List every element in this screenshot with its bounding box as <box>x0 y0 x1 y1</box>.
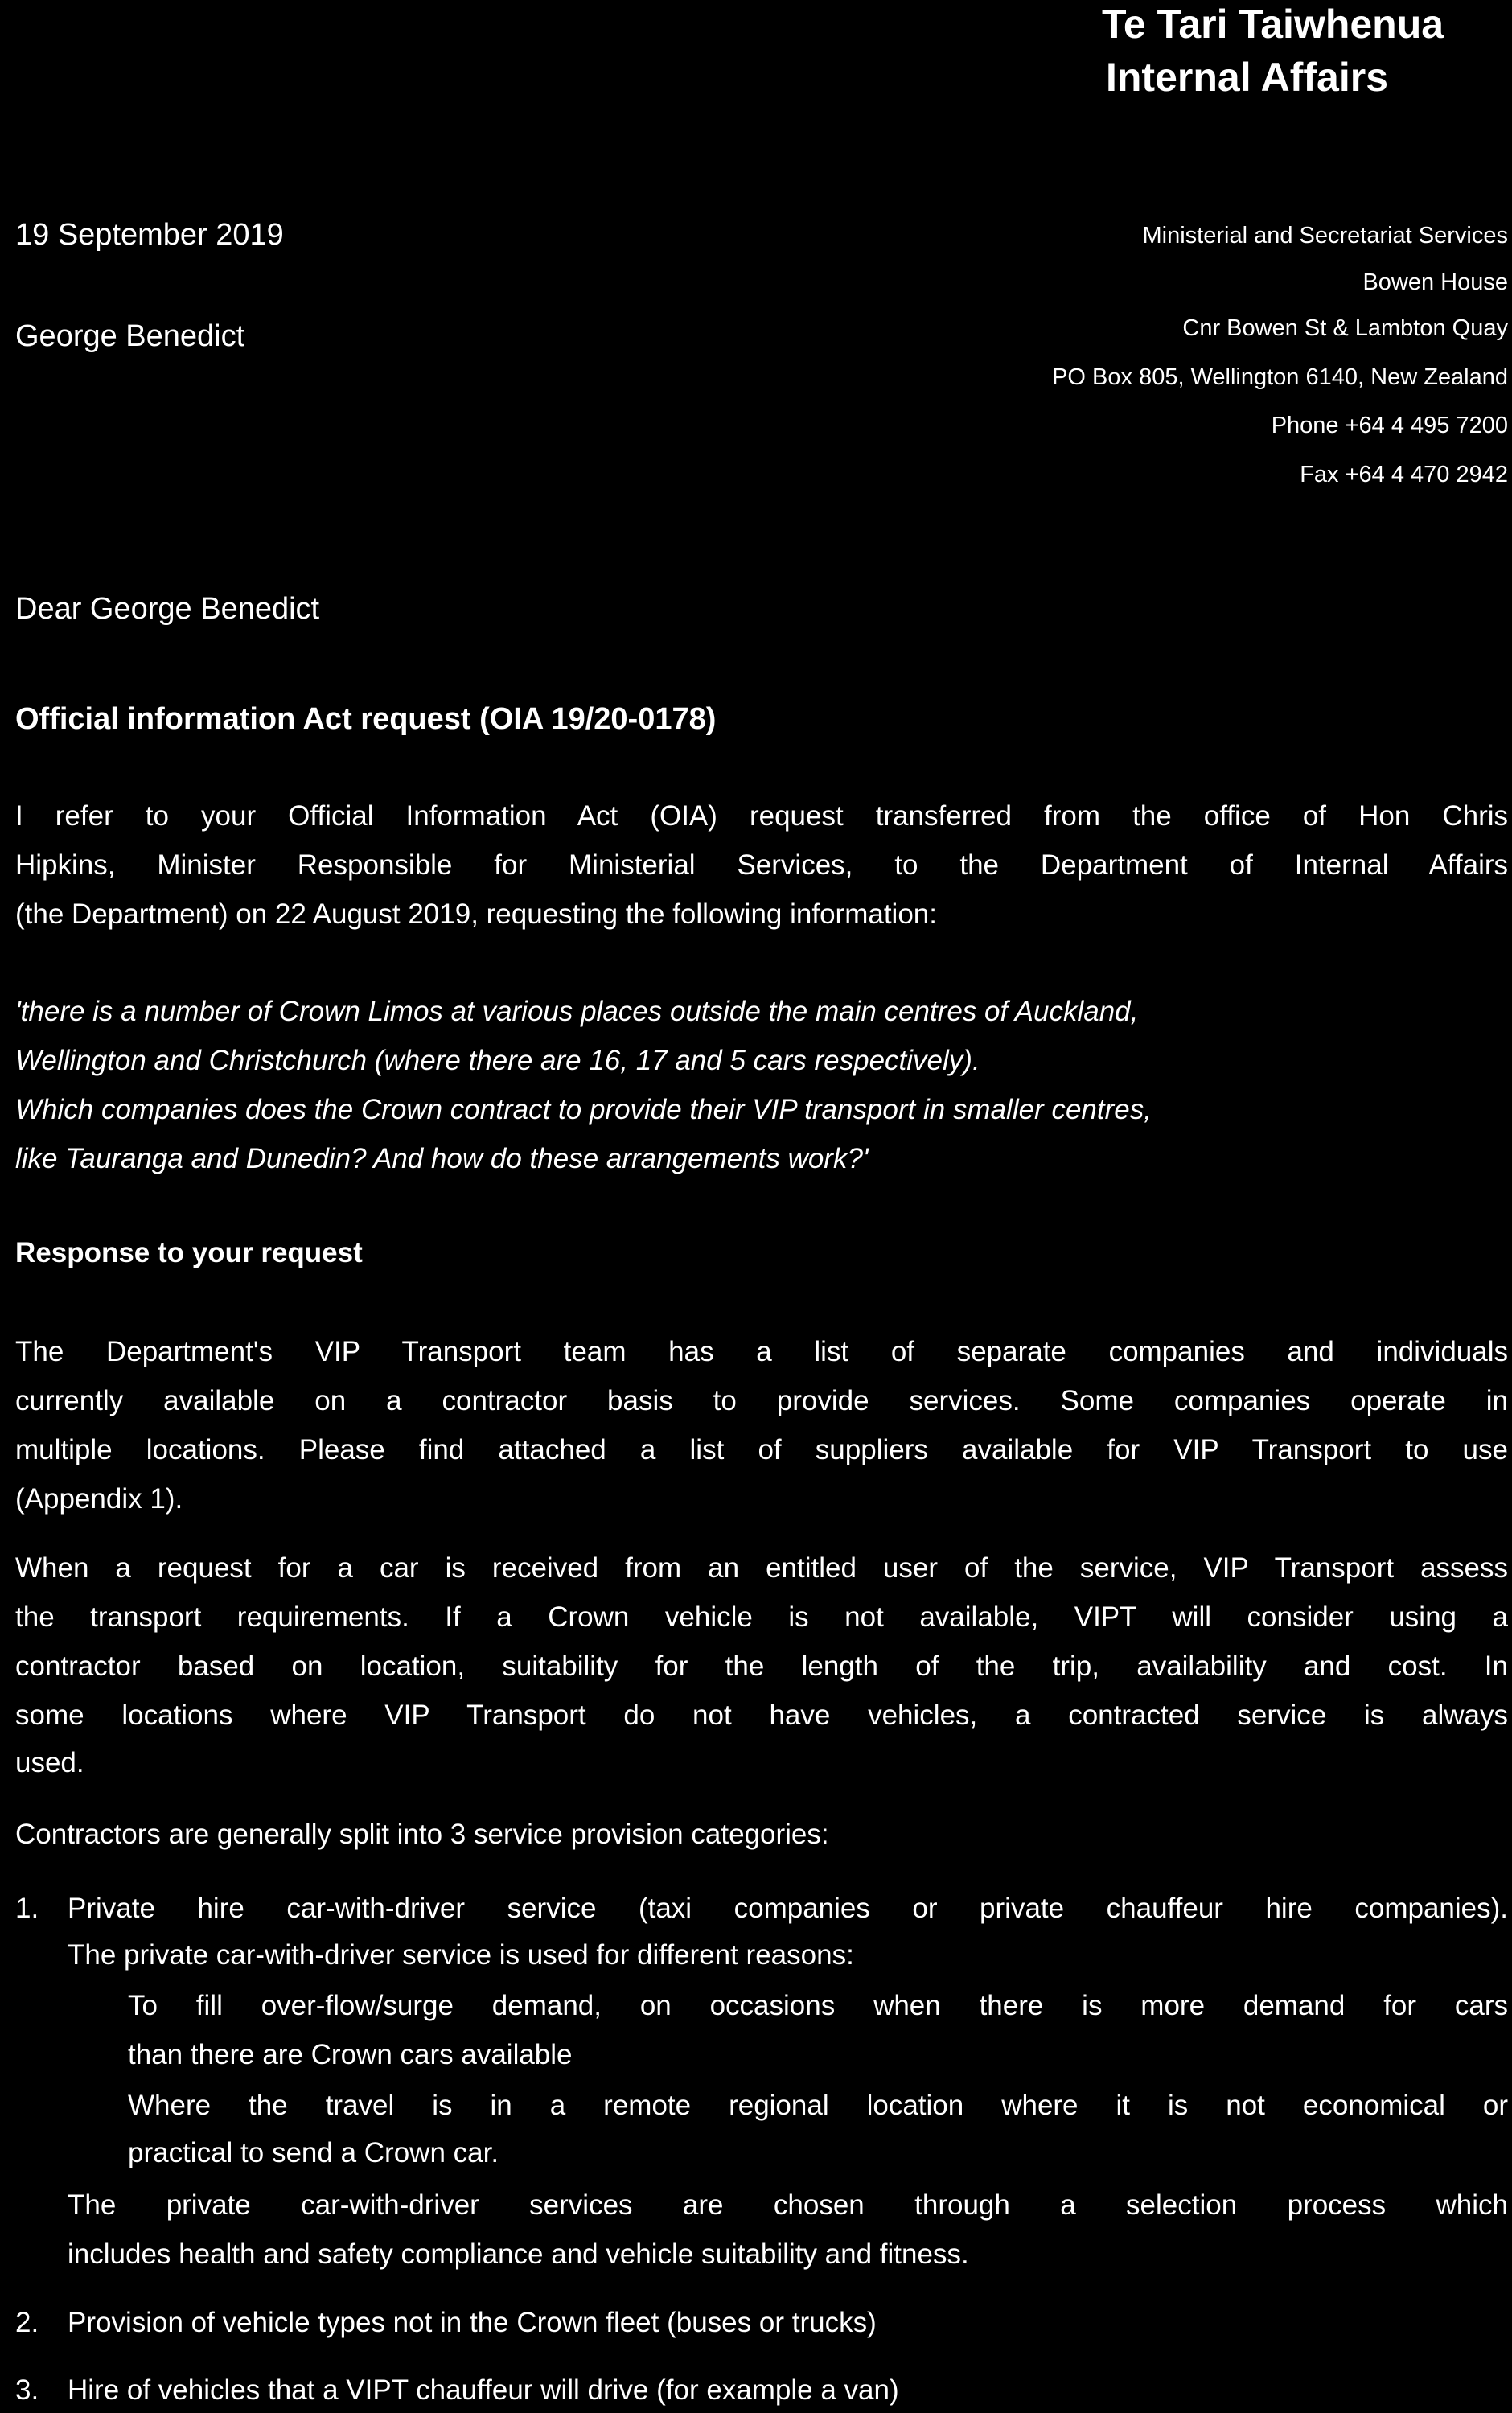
recipient: George Benedict <box>15 319 245 353</box>
address-line: Ministerial and Secretariat Services <box>1142 223 1508 249</box>
list-number-1: 1. <box>15 1893 39 1924</box>
list-item-1: Private hire car-with-driver service (taxi companies or private chauffeur hire companies). <box>68 1893 1508 1924</box>
item-1-close-line: The private car-with-driver services are chosen through a selection process which <box>68 2189 1508 2221</box>
para1-line: Hipkins, Minister Responsible for Ministerial Services, to the Department of Internal Affairs <box>15 849 1508 881</box>
reason-1-line: To fill over-flow/surge demand, on occasions when there is more demand for cars <box>128 1990 1508 2021</box>
address-line: Fax +64 4 470 2942 <box>1300 462 1508 487</box>
quote-line: like Tauranga and Dunedin? And how do these arrangements work?' <box>15 1143 869 1174</box>
para3-line: the transport requirements. If a Crown vehicle is not available, VIPT will consider using a <box>15 1601 1508 1633</box>
list-item-3: Hire of vehicles that a VIPT chauffeur will drive (for example a van) <box>68 2374 899 2406</box>
list-item-1-sub: The private car-with-driver service is used for different reasons: <box>68 1939 854 1971</box>
para3-line: contractor based on location, suitability for the length of the trip, availability and cost. In <box>15 1650 1508 1682</box>
letterhead-line1: Te Tari Taiwhenua <box>1102 2 1444 47</box>
address-line: Phone +64 4 495 7200 <box>1271 413 1508 438</box>
list-number-2: 2. <box>15 2307 39 2338</box>
address-line: Cnr Bowen St & Lambton Quay <box>1182 315 1508 341</box>
reason-1-line: than there are Crown cars available <box>128 2039 573 2070</box>
letterhead-line2: Internal Affairs <box>1106 55 1389 100</box>
para1-line: (the Department) on 22 August 2019, requesting the following information: <box>15 898 937 930</box>
para1-line: I refer to your Official Information Act (OIA) request transferred from the office of Hon Chris <box>15 800 1508 832</box>
para4: Contractors are generally split into 3 service provision categories: <box>15 1819 829 1850</box>
para2-line: The Department's VIP Transport team has a list of separate companies and individuals <box>15 1336 1508 1367</box>
salutation: Dear George Benedict <box>15 592 320 626</box>
para2-line: currently available on a contractor basis to provide services. Some companies operate in <box>15 1385 1508 1416</box>
para3-line: When a request for a car is received from an entitled user of the service, VIP Transport assess <box>15 1552 1508 1584</box>
list-number-3: 3. <box>15 2374 39 2406</box>
subject: Official information Act request (OIA 19/20-0178) <box>15 702 717 736</box>
para3-line: some locations where VIP Transport do not have vehicles, a contracted service is always <box>15 1700 1508 1731</box>
item-1-close-line: includes health and safety compliance and vehicle suitability and fitness. <box>68 2238 969 2270</box>
para2-line: (Appendix 1). <box>15 1483 183 1515</box>
date: 19 September 2019 <box>15 218 284 252</box>
reason-2-line: practical to send a Crown car. <box>128 2137 499 2168</box>
quote-line: 'there is a number of Crown Limos at various places outside the main centres of Auckland, <box>15 996 1139 1027</box>
quote-line: Which companies does the Crown contract to provide their VIP transport in smaller centres, <box>15 1094 1152 1125</box>
para3-line: used. <box>15 1747 84 1778</box>
para2-line: multiple locations. Please find attached a list of suppliers available for VIP Transport to use <box>15 1434 1508 1465</box>
quote-line: Wellington and Christchurch (where there are 16, 17 and 5 cars respectively). <box>15 1045 980 1076</box>
reason-2-line: Where the travel is in a remote regional location where it is not economical or <box>128 2090 1508 2121</box>
response-heading: Response to your request <box>15 1237 363 1268</box>
address-line: Bowen House <box>1362 269 1508 295</box>
list-item-2: Provision of vehicle types not in the Crown fleet (buses or trucks) <box>68 2307 877 2338</box>
address-line: PO Box 805, Wellington 6140, New Zealand <box>1052 364 1508 390</box>
